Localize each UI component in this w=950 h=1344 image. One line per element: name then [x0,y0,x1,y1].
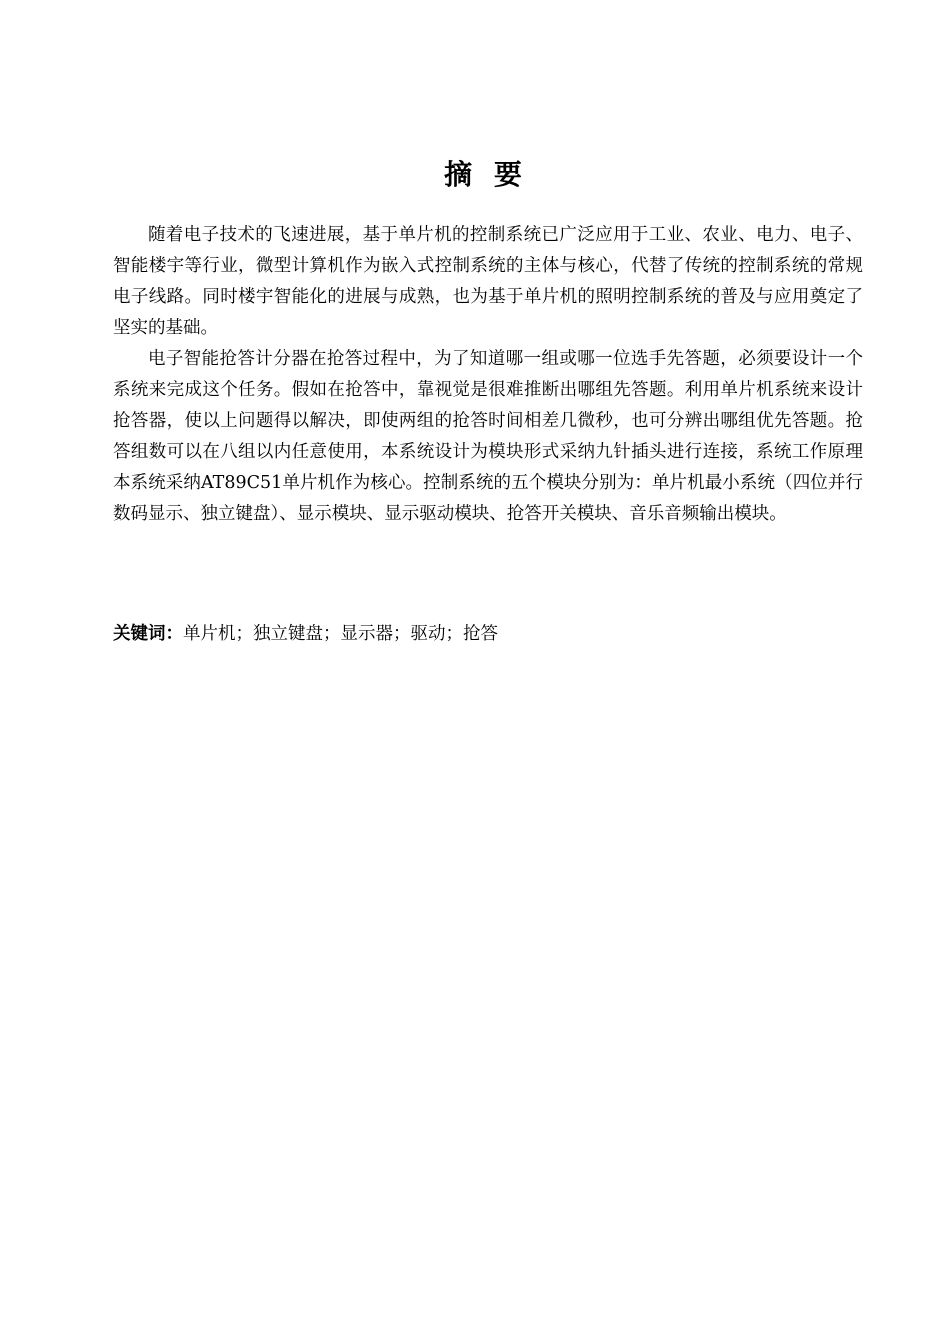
abstract-paragraph-1: 随着电子技术的飞速进展，基于单片机的控制系统已广泛应用于工业、农业、电力、电子、智能楼宇等行业，微型计算机作为嵌入式控制系统的主体与核心，代替了传统的控制系统的常规电子线路。同时楼宇智能化的进展与成熟，也为基于单片机的照明控制系统的普及与应用奠定了坚实的基础。 [113,225,863,338]
keywords-label: 关键词： [113,624,183,644]
abstract-title: 摘 要 [444,158,528,191]
abstract-body [113,220,863,530]
keywords-line [113,621,863,647]
keywords-value: 单片机；独立键盘；显示器；驱动；抢答 [183,624,498,644]
abstract-paragraph-2: 电子智能抢答计分器在抢答过程中，为了知道哪一组或哪一位选手先答题，必须要设计一个系统来完成这个任务。假如在抢答中，靠视觉是很难推断出哪组先答题。利用单片机系统来设计抢答器，使以上问题得以解决，即使两组的抢答时间相差几微秒，也可分辨出哪组优先答题。抢答组数可以在八组以内任意使用，本系统设计为模块形式采纳九针插头进行连接，系统工作原理本系统采纳AT89C51单片机作为核心。控制系统的五个模块分别为：单片机最小系统（四位并行数码显示、独立键盘）、显示模块、显示驱动模块、抢答开关模块、音乐音频输出模块。 [113,349,863,524]
